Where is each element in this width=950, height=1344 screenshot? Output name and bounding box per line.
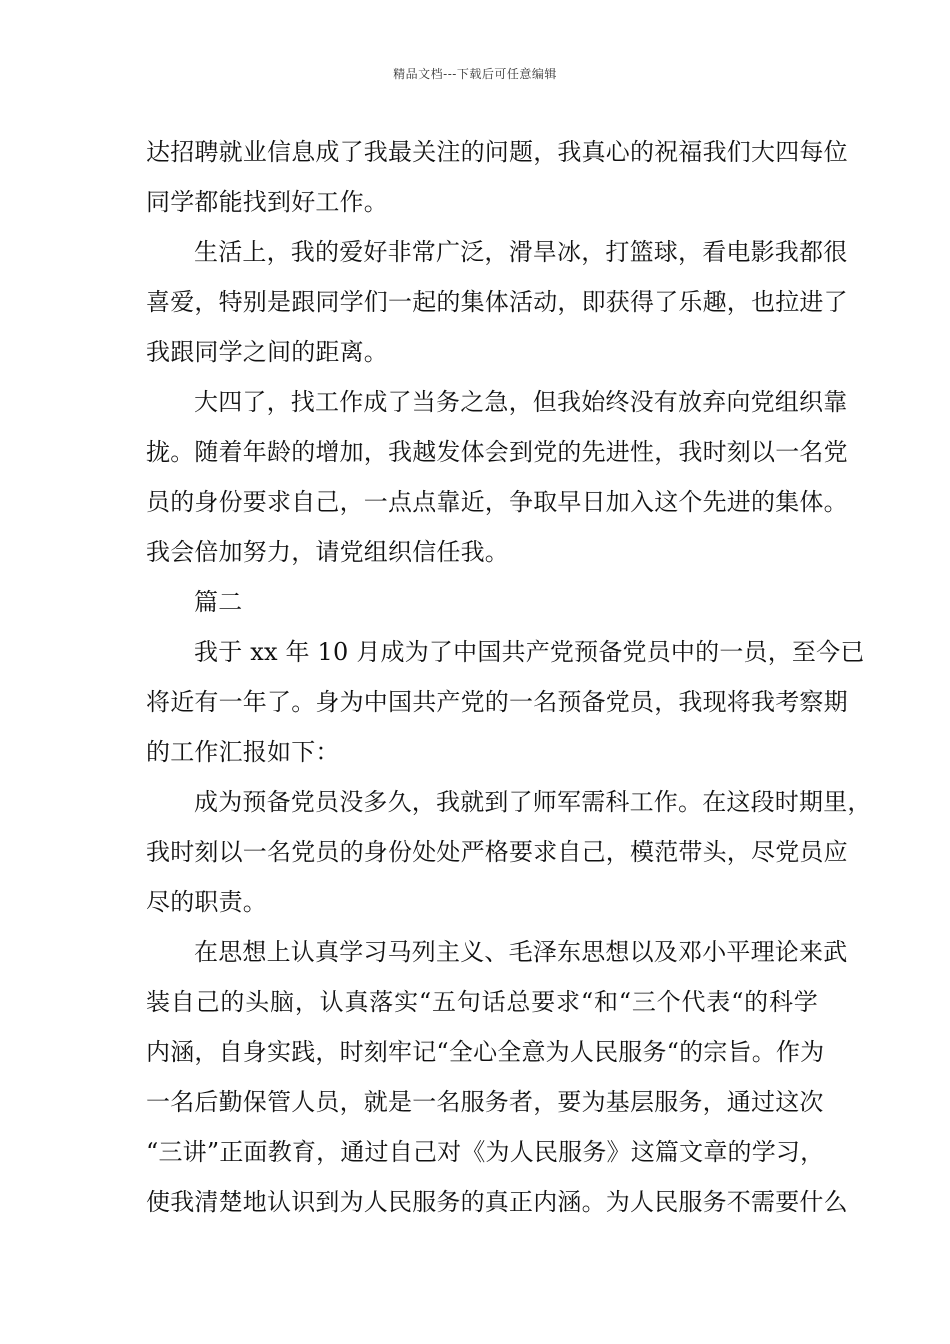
text-line: 我于 xx 年 10 月成为了中国共产党预备党员中的一员，至今已 (194, 638, 865, 666)
text-line: 尽的职责。 (146, 888, 267, 916)
text-line: 生活上，我的爱好非常广泛，滑旱冰，打篮球，看电影我都很 (194, 238, 848, 266)
text-line: 装自己的头脑，认真落实“五句话总要求“和“三个代表“的科学 (146, 988, 818, 1016)
text-line: 成为预备党员没多久，我就到了师军需科工作。在这段时期里， (194, 788, 872, 816)
text-line: “三讲”正面教育，通过自己对《为人民服务》这篇文章的学习， (146, 1138, 825, 1166)
text-line: 我时刻以一名党员的身份处处严格要求自己，模范带头，尽党员应 (146, 838, 848, 866)
text-line: 同学都能找到好工作。 (146, 188, 388, 216)
text-line: 内涵，自身实践，时刻牢记“全心全意为人民服务“的宗旨。作为 (146, 1038, 825, 1066)
text-line: 员的身份要求自己，一点点靠近，争取早日加入这个先进的集体。 (146, 488, 848, 516)
section-heading: 篇二 (194, 588, 243, 616)
text-line: 将近有一年了。身为中国共产党的一名预备党员，我现将我考察期 (146, 688, 848, 716)
text-line: 大四了，找工作成了当务之急，但我始终没有放弃向党组织靠 (194, 388, 848, 416)
text-line: 使我清楚地认识到为人民服务的真正内涵。为人民服务不需要什么 (146, 1188, 848, 1216)
document-body (146, 127, 872, 1227)
text-line: 我跟同学之间的距离。 (146, 338, 388, 366)
text-line: 在思想上认真学习马列主义、毛泽东思想以及邓小平理论来武 (194, 938, 848, 966)
text-line: 达招聘就业信息成了我最关注的问题，我真心的祝福我们大四每位 (146, 138, 848, 166)
page-header: 精品文档---下载后可任意编辑 (393, 67, 557, 81)
text-line: 的工作汇报如下： (146, 738, 340, 766)
text-line: 喜爱，特别是跟同学们一起的集体活动，即获得了乐趣，也拉进了 (146, 288, 848, 316)
text-line: 一名后勤保管人员，就是一名服务者，要为基层服务，通过这次 (146, 1088, 824, 1116)
text-line: 我会倍加努力，请党组织信任我。 (146, 538, 509, 566)
text-line: 拢。随着年龄的增加，我越发体会到党的先进性，我时刻以一名党 (146, 438, 848, 466)
